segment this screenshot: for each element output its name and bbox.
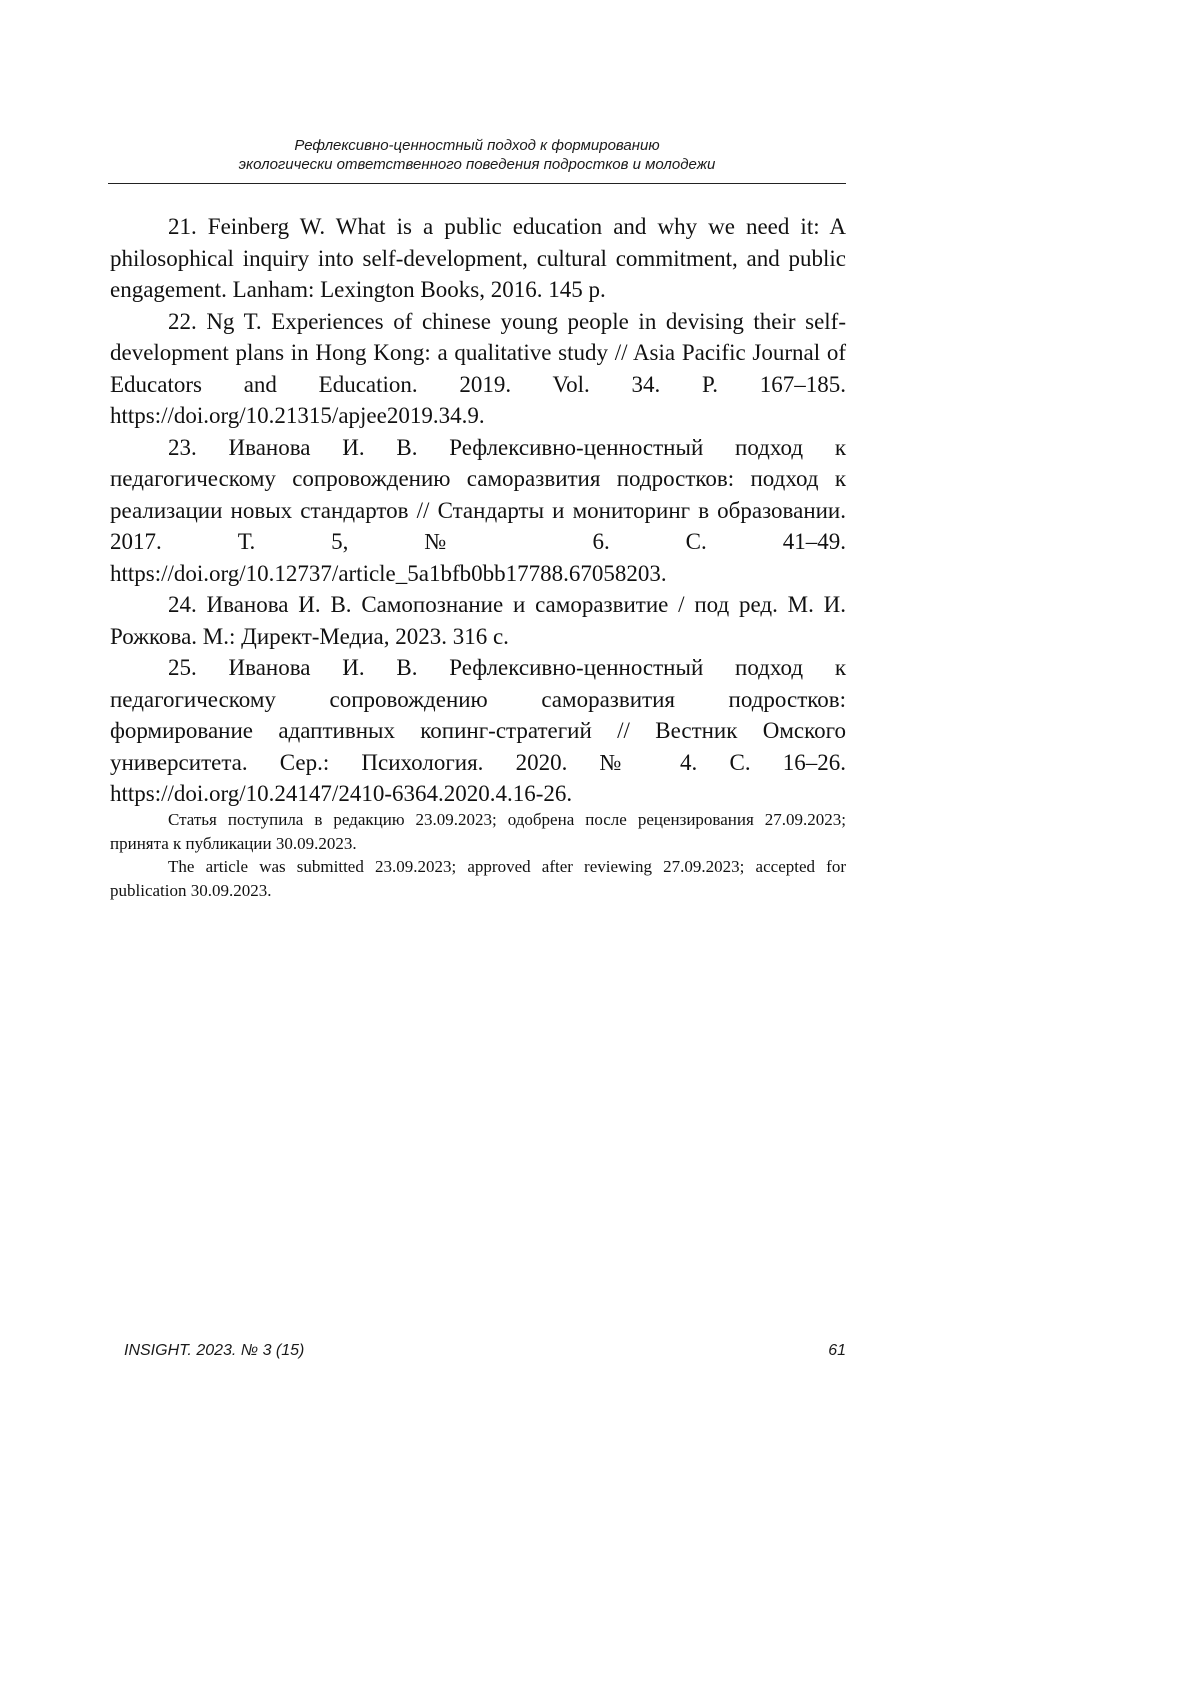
running-head — [108, 136, 846, 174]
reference-item-23: 23. Иванова И. В. Рефлексивно-ценностный подход к педагогическому сопровождению саморазвития подростков: подход к реализации новых стандартов // Стандарты и мониторинг в образовании. 2017. Т. 5, № 6. С. 41–49. https://doi.org/10.12737/article_5a1bfb0bb17788.67058203. — [110, 432, 846, 590]
running-head-line-1: Рефлексивно-ценностный подход к формированию — [108, 136, 846, 155]
reference-item-24: 24. Иванова И. В. Самопознание и саморазвитие / под ред. М. И. Рожкова. М.: Директ-Медиа, 2023. 316 с. — [110, 589, 846, 652]
header-divider — [108, 183, 846, 184]
reference-item-25: 25. Иванова И. В. Рефлексивно-ценностный подход к педагогическому сопровождению саморазвития подростков: формирование адаптивных копинг-стратегий // Вестник Омского университета. Сер.: Психология. 2020. № 4. С. 16–26. https://doi.org/10.24147/2410-6364.2020.4.16-26. — [110, 652, 846, 810]
article-history-en: The article was submitted 23.09.2023; approved after reviewing 27.09.2023; accepted for publication 30.09.2023. — [110, 855, 846, 902]
reference-item-21: 21. Feinberg W. What is a public education and why we need it: A philosophical inquiry into self-development, cultural commitment, and public engagement. Lanham: Lexington Books, 2016. 145 p. — [110, 211, 846, 306]
journal-issue: INSIGHT. 2023. № 3 (15) — [124, 1342, 304, 1360]
running-head-line-2: экологически ответственного поведения подростков и молодежи — [108, 155, 846, 174]
article-history-note — [110, 808, 846, 902]
article-history-ru: Статья поступила в редакцию 23.09.2023; одобрена после рецензирования 27.09.2023; принята к публикации 30.09.2023. — [110, 808, 846, 855]
reference-list — [110, 211, 846, 810]
page-number: 61 — [816, 1342, 846, 1360]
reference-item-22: 22. Ng T. Experiences of chinese young people in devising their self-development plans in Hong Kong: a qualitative study // Asia Pacific Journal of Educators and Education. 2019. Vol. 34. P. 167–185. https://doi.org/10.21315/apjee2019.34.9. — [110, 306, 846, 432]
